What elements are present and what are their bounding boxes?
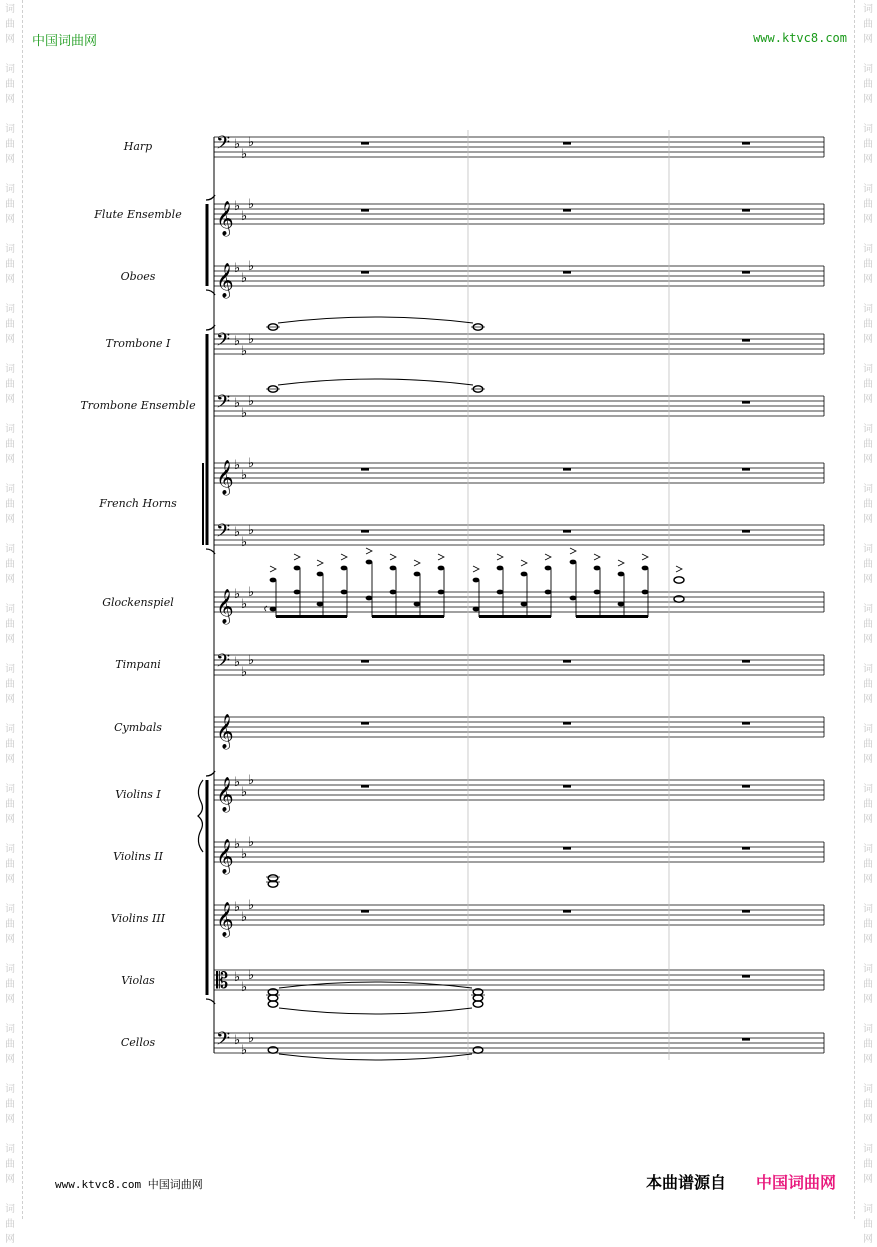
accent-icon (317, 560, 323, 566)
whole-rest-icon (563, 722, 571, 725)
instrument-label-cymbals: Cymbals (114, 721, 162, 734)
flat-icon: ♭ (234, 970, 241, 985)
chord-notehead-top (570, 560, 577, 565)
chord-notehead-bottom (594, 590, 601, 595)
whole-rest-icon (361, 142, 369, 145)
accent-icon (642, 554, 648, 560)
accent-icon (270, 566, 276, 572)
watermark-glyphs: 词 曲 网 (5, 364, 15, 405)
flat-icon: ♭ (234, 261, 241, 276)
chord-notehead-top (390, 566, 397, 571)
watermark-glyphs: 词 曲 网 (863, 484, 873, 525)
tie-line (279, 1054, 472, 1060)
watermark-glyphs: 词 曲 网 (863, 424, 873, 465)
flat-icon: ♭ (234, 1033, 241, 1048)
bass-clef-icon: 𝄢 (216, 521, 231, 546)
chord-notehead-bottom (473, 607, 480, 612)
flat-icon: ♭ (234, 334, 241, 349)
flat-icon: ♭ (234, 587, 241, 602)
watermark-glyphs: 词 曲 网 (863, 724, 873, 765)
chord-notehead-bottom (414, 602, 421, 607)
chord-notehead-top (594, 566, 601, 571)
accent-icon (618, 560, 624, 566)
whole-rest-icon (361, 722, 369, 725)
watermark-glyphs: 词 曲 网 (5, 1084, 15, 1125)
chord-notehead-top (521, 572, 528, 577)
accent-icon (594, 554, 600, 560)
flat-icon: ♭ (241, 535, 248, 550)
flat-icon: ♭ (241, 468, 248, 483)
bass-clef-icon: 𝄢 (216, 330, 231, 355)
watermark-glyphs: 词 曲 网 (5, 784, 15, 825)
brace-violins-icon (198, 780, 203, 852)
beam-icon (576, 615, 648, 618)
accent-icon (294, 554, 300, 560)
instrument-label-flute-ensemble: Flute Ensemble (94, 208, 182, 221)
bass-clef-icon: 𝄢 (216, 651, 231, 676)
flat-icon: ♭ (241, 597, 248, 612)
instrument-label-timpani: Timpani (115, 658, 161, 671)
whole-rest-icon (563, 785, 571, 788)
watermark-glyphs: 词 曲 网 (5, 184, 15, 225)
chord-notehead-bottom (570, 596, 577, 601)
flat-icon: ♭ (241, 406, 248, 421)
whole-rest-icon (361, 209, 369, 212)
watermark-glyphs: 词 曲 网 (863, 844, 873, 885)
chord-notehead-bottom (294, 590, 301, 595)
flat-icon: ♭ (234, 137, 241, 152)
chord-notehead-bottom (642, 590, 649, 595)
watermark-glyphs: 词 曲 网 (5, 544, 15, 585)
whole-rest-icon (361, 785, 369, 788)
accent-icon (414, 560, 420, 566)
footer-brand-link[interactable]: 中国词曲网 (756, 1173, 837, 1192)
flat-icon: ♭ (248, 259, 255, 274)
watermark-glyphs: 词 曲 网 (863, 4, 873, 45)
whole-rest-icon (742, 401, 750, 404)
treble-clef-icon: 𝄞 (216, 777, 234, 812)
tie-line (279, 1008, 472, 1014)
alto-clef-icon: 𝄡 (216, 969, 229, 994)
instrument-label-french-horns: French Horns (99, 497, 177, 510)
instrument-label-violins-iii: Violins III (110, 912, 166, 925)
watermark-glyphs: 词 曲 网 (863, 124, 873, 165)
accent-icon (570, 548, 576, 554)
flat-icon: ♭ (234, 837, 241, 852)
watermark-glyphs: 词 曲 网 (863, 1024, 873, 1065)
chord-notehead-bottom (317, 602, 324, 607)
whole-rest-icon (563, 142, 571, 145)
whole-rest-icon (742, 722, 750, 725)
chord-notehead-bottom (366, 596, 373, 601)
beam-icon (276, 615, 347, 618)
flat-icon: ♭ (241, 785, 248, 800)
watermark-glyphs: 词 曲 网 (5, 4, 15, 45)
beam-icon (372, 615, 444, 618)
flat-icon: ♭ (234, 655, 241, 670)
bass-clef-icon: 𝄢 (216, 1029, 231, 1054)
flat-icon: ♭ (248, 835, 255, 850)
tie-line (278, 317, 473, 323)
chord-notehead-top (473, 578, 480, 583)
whole-rest-icon (742, 271, 750, 274)
footer-site-url[interactable] (55, 1176, 203, 1192)
chord-notehead-bottom (545, 590, 552, 595)
flat-icon: ♭ (248, 197, 255, 212)
tie-line (278, 379, 473, 385)
whole-rest-icon (563, 468, 571, 471)
watermark-glyphs: 词 曲 网 (5, 1024, 15, 1065)
flat-icon: ♭ (248, 585, 255, 600)
watermark-glyphs: 词 曲 网 (5, 304, 15, 345)
instrument-label-violins-ii: Violins II (113, 850, 163, 863)
flat-icon: ♭ (241, 344, 248, 359)
watermark-glyphs: 词 曲 网 (863, 604, 873, 645)
watermark-glyphs: 词 曲 网 (5, 1204, 15, 1245)
whole-rest-icon (742, 910, 750, 913)
whole-rest-icon (563, 910, 571, 913)
whole-rest-icon (563, 847, 571, 850)
accent-icon (473, 566, 479, 572)
watermark-glyphs: 词 曲 网 (863, 1144, 873, 1185)
watermark-glyphs: 词 曲 网 (863, 244, 873, 285)
flat-icon: ♭ (248, 968, 255, 983)
flat-icon: ♭ (248, 394, 255, 409)
instrument-label-harp: Harp (123, 140, 153, 153)
treble-clef-icon: 𝄞 (216, 263, 234, 298)
flat-icon: ♭ (248, 653, 255, 668)
watermark-glyphs: 词 曲 网 (863, 784, 873, 825)
chord-notehead-bottom (521, 602, 528, 607)
header-site-url[interactable]: www.ktvc8.com (753, 31, 847, 45)
chord-notehead-top (438, 566, 445, 571)
accent-icon (521, 560, 527, 566)
chord-notehead-top (497, 566, 504, 571)
flat-icon: ♭ (234, 525, 241, 540)
watermark-glyphs: 词 曲 网 (5, 244, 15, 285)
whole-rest-icon (361, 660, 369, 663)
chord-notehead-top (414, 572, 421, 577)
watermark-glyphs: 词 曲 网 (5, 124, 15, 165)
flat-icon: ♭ (234, 458, 241, 473)
treble-clef-icon: 𝄞 (216, 839, 234, 874)
accent-icon (390, 554, 396, 560)
bass-clef-icon: 𝄢 (216, 392, 231, 417)
treble-clef-icon: 𝄞 (216, 460, 234, 495)
flat-icon: ♭ (248, 456, 255, 471)
accent-icon (438, 554, 444, 560)
flat-icon: ♭ (241, 910, 248, 925)
instrument-label-trombone-i: Trombone I (105, 337, 171, 350)
watermark-glyphs: 词 曲 网 (863, 1084, 873, 1125)
whole-rest-icon (361, 530, 369, 533)
flat-icon: ♭ (248, 332, 255, 347)
whole-rest-icon (742, 339, 750, 342)
watermark-glyphs: 词 曲 网 (863, 184, 873, 225)
watermark-glyphs: 词 曲 网 (863, 544, 873, 585)
accent-icon (676, 566, 682, 572)
whole-rest-icon (361, 910, 369, 913)
flat-icon: ♭ (248, 773, 255, 788)
flat-icon: ♭ (234, 900, 241, 915)
whole-rest-icon (742, 660, 750, 663)
instrument-label-oboes: Oboes (120, 270, 156, 283)
flat-icon: ♭ (241, 665, 248, 680)
accent-icon (545, 554, 551, 560)
watermark-glyphs: 词 曲 网 (5, 64, 15, 105)
instrument-label-trombone-ensemble: Trombone Ensemble (80, 399, 196, 412)
watermark-glyphs: 词 曲 网 (5, 484, 15, 525)
watermark-glyphs: 词 曲 网 (5, 664, 15, 705)
chord-notehead-bottom (618, 602, 625, 607)
chord-notehead-top (294, 566, 301, 571)
whole-rest-icon (361, 468, 369, 471)
flat-icon: ♭ (248, 898, 255, 913)
flat-icon: ♭ (234, 199, 241, 214)
flat-icon: ♭ (241, 147, 248, 162)
whole-rest-icon (742, 209, 750, 212)
whole-rest-icon (742, 785, 750, 788)
treble-clef-icon: 𝄞 (216, 201, 234, 236)
chord-notehead-bottom (390, 590, 397, 595)
whole-rest-icon (361, 271, 369, 274)
header-site-name[interactable]: 中国词曲网 (32, 34, 98, 49)
watermark-glyphs: 词 曲 网 (5, 604, 15, 645)
whole-rest-icon (742, 530, 750, 533)
whole-rest-icon (742, 468, 750, 471)
watermark-glyphs: 词 曲 网 (863, 904, 873, 945)
instrument-label-violas: Violas (121, 974, 155, 987)
watermark-glyphs: 词 曲 网 (5, 844, 15, 885)
watermark-glyphs: 词 曲 网 (863, 664, 873, 705)
treble-clef-icon: 𝄞 (216, 714, 234, 749)
watermark-glyphs: 词 曲 网 (5, 424, 15, 465)
watermark-glyphs: 词 曲 网 (5, 1144, 15, 1185)
chord-notehead-top (317, 572, 324, 577)
whole-note (674, 577, 684, 583)
flat-icon: ♭ (241, 847, 248, 862)
accent-icon (497, 554, 503, 560)
watermark-glyphs: 词 曲 网 (5, 724, 15, 765)
footer-source-label: 本曲谱源自 (646, 1173, 727, 1192)
beam-icon (479, 615, 551, 618)
flat-icon: ♭ (241, 980, 248, 995)
watermark-glyphs: 词 曲 网 (5, 964, 15, 1005)
whole-rest-icon (742, 142, 750, 145)
watermark-glyphs: 词 曲 网 (863, 364, 873, 405)
watermark-glyphs: 词 曲 网 (863, 64, 873, 105)
whole-rest-icon (563, 209, 571, 212)
watermark-glyphs: 词 曲 网 (5, 904, 15, 945)
chord-notehead-top (341, 566, 348, 571)
treble-clef-icon: 𝄞 (216, 589, 234, 624)
bass-clef-icon: 𝄢 (216, 133, 231, 158)
whole-rest-icon (563, 660, 571, 663)
flat-icon: ♭ (241, 271, 248, 286)
footer-site-name: 中国词曲网 (147, 1178, 203, 1191)
chord-notehead-bottom (497, 590, 504, 595)
chord-notehead-bottom (341, 590, 348, 595)
whole-rest-icon (742, 847, 750, 850)
accent-icon (341, 554, 347, 560)
chord-notehead-bottom (438, 590, 445, 595)
footer-url-text: www.ktvc8.com (55, 1178, 142, 1191)
whole-rest-icon (563, 530, 571, 533)
instrument-label-cellos: Cellos (120, 1036, 156, 1049)
whole-rest-icon (742, 1038, 750, 1041)
flat-icon: ♭ (248, 135, 255, 150)
watermark-glyphs: 词 曲 网 (863, 304, 873, 345)
whole-rest-icon (563, 271, 571, 274)
accent-icon (366, 548, 372, 554)
flat-icon: ♭ (248, 523, 255, 538)
chord-notehead-top (270, 578, 277, 583)
flat-icon: ♭ (234, 396, 241, 411)
chord-notehead-top (545, 566, 552, 571)
treble-clef-icon: 𝄞 (216, 902, 234, 937)
watermark-glyphs: 词 曲 网 (863, 964, 873, 1005)
chord-notehead-top (618, 572, 625, 577)
whole-rest-icon (742, 975, 750, 978)
instrument-label-violins-i: Violins I (115, 788, 161, 801)
flat-icon: ♭ (234, 775, 241, 790)
instrument-label-glockenspiel: Glockenspiel (102, 596, 174, 609)
chord-notehead-top (642, 566, 649, 571)
flat-icon: ♭ (241, 1043, 248, 1058)
chord-notehead-bottom (270, 607, 277, 612)
chord-notehead-top (366, 560, 373, 565)
flat-icon: ♭ (248, 1031, 255, 1046)
watermark-glyphs: 词 曲 网 (863, 1204, 873, 1245)
flat-icon: ♭ (241, 209, 248, 224)
